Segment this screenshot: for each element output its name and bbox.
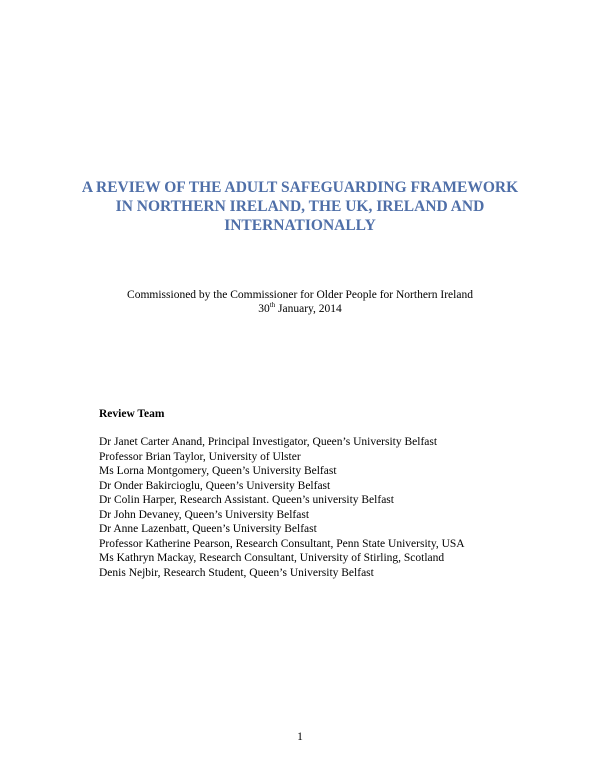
page-number: 1 bbox=[297, 731, 303, 743]
team-member: Dr Colin Harper, Research Assistant. Queen’s university Belfast bbox=[99, 494, 394, 506]
team-member: Dr Onder Bakircioglu, Queen’s University Belfast bbox=[99, 479, 331, 492]
document-date bbox=[60, 302, 540, 316]
commissioned-by-text: Commissioned by the Commissioner for Older People for Northern Ireland bbox=[127, 289, 473, 301]
date-ordinal-suffix: th bbox=[269, 301, 276, 309]
date-month-year: January, 2014 bbox=[275, 303, 342, 315]
title-line-3: INTERNATIONALLY bbox=[224, 217, 376, 234]
review-team-list bbox=[99, 435, 465, 580]
title-line-2: IN NORTHERN IRELAND, THE UK, IRELAND AND bbox=[115, 198, 485, 215]
team-member: Dr John Devaney, Queen’s University Belfast bbox=[99, 508, 310, 521]
team-member: Professor Brian Taylor, University of Ulster bbox=[99, 450, 301, 463]
team-member: Ms Lorna Montgomery, Queen’s University Belfast bbox=[99, 465, 337, 477]
team-member: Ms Kathryn Mackay, Research Consultant, University of Stirling, Scotland bbox=[99, 552, 445, 564]
commission-block bbox=[60, 288, 540, 316]
document-title bbox=[60, 178, 540, 235]
team-member: Professor Katherine Pearson, Research Consultant, Penn State University, USA bbox=[99, 537, 465, 550]
date-day: 30 bbox=[258, 303, 270, 315]
team-member: Dr Anne Lazenbatt, Queen’s University Belfast bbox=[99, 523, 317, 535]
title-line-1: A REVIEW OF THE ADULT SAFEGUARDING FRAMEWORK bbox=[81, 179, 519, 196]
team-member: Dr Janet Carter Anand, Principal Investigator, Queen’s University Belfast bbox=[99, 436, 438, 448]
review-team-heading: Review Team bbox=[99, 408, 165, 420]
team-member: Denis Nejbir, Research Student, Queen’s University Belfast bbox=[99, 566, 374, 579]
